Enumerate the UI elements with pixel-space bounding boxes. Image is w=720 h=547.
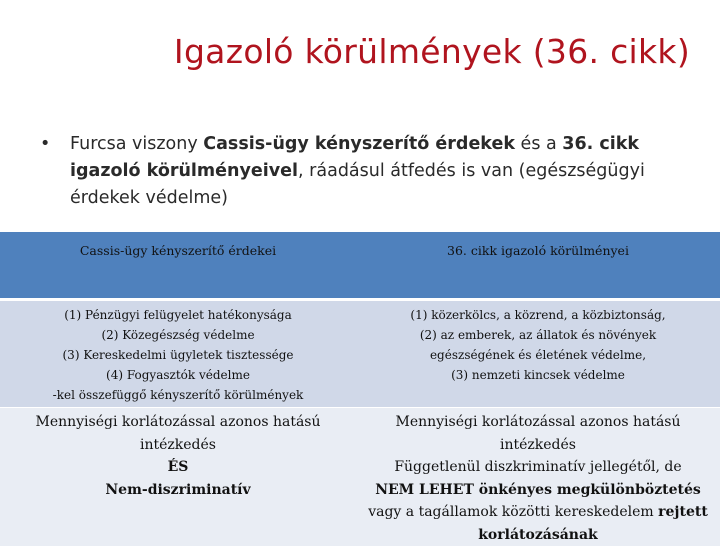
list-item: (2) Közegészség védelme [101, 328, 255, 342]
text-line: Mennyiségi korlátozással azonos hatású [35, 414, 321, 430]
text-line: ÉS [167, 459, 189, 475]
text-line: Nem-diszriminatív [105, 481, 251, 498]
header-article36: 36. cikk igazoló körülményei [356, 232, 720, 300]
comparison-table [0, 232, 720, 547]
text-line: korlátozásának [478, 526, 598, 543]
slide-title: Igazoló körülmények (36. cikk) [173, 32, 690, 71]
text-line: Függetlenül diszkriminatív jellegétől, de [394, 459, 682, 475]
cell-cassis-interests [0, 300, 356, 408]
table-header-row [0, 232, 720, 300]
bullet-rest: , ráadásul átfedés is van (egészségügyi érdekek védelme) [70, 161, 645, 208]
text-line: intézkedés [500, 436, 576, 453]
list-item: -kel összefüggő kényszerítő körülmények [52, 388, 304, 402]
text-line [360, 501, 716, 524]
text-fragment: vagy a tagállamok közötti kereskedelem [368, 504, 659, 520]
bullet-bold-article36: 36. cikk igazoló körülményeivel [70, 134, 640, 181]
header-cassis: Cassis-ügy kényszerítő érdekei [0, 232, 356, 300]
list-item: (4) Fogyasztók védelme [106, 368, 250, 382]
list-item: (2) az emberek, az állatok és növények [419, 328, 657, 342]
bullet-point [42, 131, 697, 212]
text-line: Mennyiségi korlátozással azonos hatású [395, 414, 681, 430]
list-item: (3) Kereskedelmi ügyletek tisztessége [62, 348, 294, 362]
bullet-mid: és a [514, 134, 563, 154]
cell-article36-conditions [356, 408, 720, 547]
text-line: intézkedés [140, 436, 216, 453]
bullet-bold-cassis: Cassis-ügy kényszerítő érdekek [203, 134, 515, 154]
bullet-dot-icon: • [40, 134, 51, 154]
cell-cassis-conditions [0, 408, 356, 547]
table-row [0, 408, 720, 547]
bullet-prefix: Furcsa viszony [70, 134, 204, 154]
text-line: NEM LEHET önkényes megkülönböztetés [375, 481, 701, 498]
list-item: (3) nemzeti kincsek védelme [451, 368, 625, 382]
list-item: (1) Pénzügyi felügyelet hatékonysága [64, 308, 292, 322]
text-fragment-bold: rejtett [658, 504, 708, 520]
cell-article36-grounds [356, 300, 720, 408]
table-row [0, 300, 720, 408]
list-item: egészségének és életének védelme, [429, 348, 647, 362]
list-item: (1) közerkölcs, a közrend, a közbiztonság, [410, 308, 666, 322]
bullet-text [42, 131, 697, 212]
